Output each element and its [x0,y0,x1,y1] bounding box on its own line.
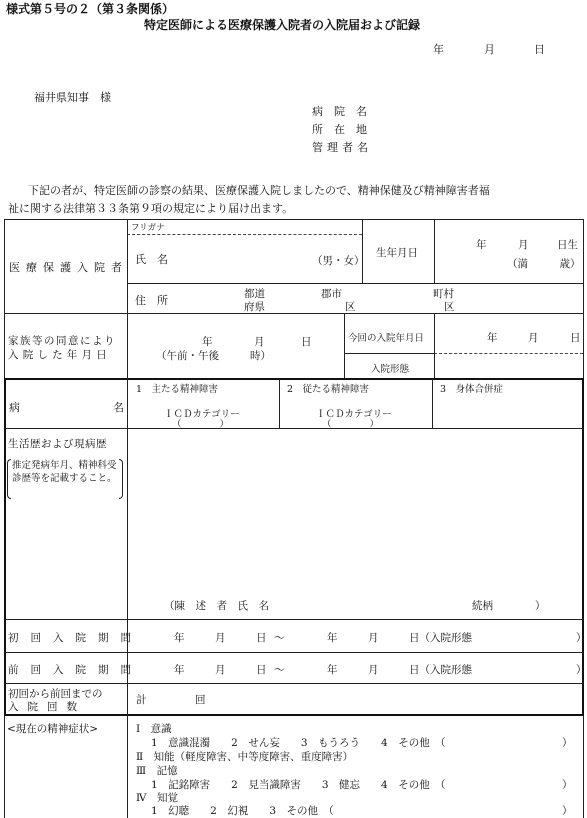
count-label-1: 初回から前回までの [8,688,103,700]
count-label-2: 入院回数 [8,701,86,713]
count-times-label: 回 [195,694,206,706]
consciousness-options[interactable]: 1 意識混濁 2 せん妄 3 もうろう 4 その他 （ [151,737,446,749]
memory-heading: Ⅲ 記憶 [136,765,178,777]
admission-form-label: 入院形態 [371,364,410,375]
intro-line-2: 祉に関する法律第３３条第９項の規定により届け出ます。 [8,202,294,215]
prev-start-month: 月 [215,664,226,676]
secondary-icd-label: ＩＣＤカテゴリー [316,409,392,420]
consent-label-2: 入院した年月日 [8,349,111,361]
first-start-day: 日 [256,632,267,644]
birth-date-label: 生年月日 [376,247,418,259]
memory-options[interactable]: 1 記銘障害 2 見当識障害 3 健忘 4 その他 （ [151,779,446,791]
first-tilde: 〜 [274,632,285,644]
intelligence-heading[interactable]: Ⅱ 知能（軽度障害、中等度障害、重度障害） [136,751,354,763]
consent-day-label: 日 [301,336,312,348]
perception-options[interactable]: 1 幻聴 2 幻視 3 その他 （ [151,805,334,817]
previous-admission-label: 前回入院期間 [8,664,143,676]
prev-start-year: 年 [174,664,185,676]
first-end-month: 月 [368,632,379,644]
consent-hour-label: 時） [250,350,271,362]
primary-disorder-title: 1 主たる精神障害 [136,384,219,395]
primary-icd-field[interactable]: （ ） [172,419,230,430]
history-label: 生活歴および現病歴 [8,438,107,450]
prev-close-paren: ） [576,664,587,676]
city-label-2: 区 [345,301,356,313]
history-note-text: 推定発病年月、精神科受診歴等を記載すること。 [12,460,117,484]
addressee: 福井県知事 様 [34,91,111,104]
name-label: 氏 名 [135,253,168,266]
furigana-label: フリガナ [131,223,165,233]
consent-year-label: 年 [202,336,213,348]
secondary-disorder-title: 2 従たる精神障害 [287,384,370,395]
prefecture-label-1: 都道 [244,288,265,300]
date-year-label: 年 [433,43,444,56]
city-label-1: 郡市 [321,288,342,300]
physical-complication-title: 3 身体合併症 [440,384,504,395]
memory-close: ） [562,779,573,791]
disease-label-a: 病 [9,401,20,414]
patient-label: 医療保護入院者 [9,261,128,274]
perception-heading: Ⅳ 知覚 [136,792,178,804]
current-year-label: 年 [487,332,498,344]
consciousness-heading: Ⅰ 意識 [136,723,172,735]
perception-close: ） [562,805,573,817]
form-number: 様式第５号の２（第３条関係） [6,2,175,16]
current-month-label: 月 [528,332,539,344]
admin-label: 管理者名 [312,141,372,154]
first-form-label: 日（入院形態 [409,632,472,644]
prev-end-year: 年 [327,664,338,676]
first-end-year: 年 [327,632,338,644]
town-label-1: 町村 [433,288,454,300]
birth-day-label: 日生 [557,239,578,251]
first-start-year: 年 [174,632,185,644]
current-admission-label: 今回の入院年月日 [348,333,425,344]
relation-label: 続柄 ） [472,600,546,612]
address-field-label: 住 所 [135,294,168,307]
primary-icd-label: ＩＣＤカテゴリー [164,409,240,420]
prev-start-day: 日 [256,664,267,676]
first-close-paren: ） [576,632,587,644]
current-day-label: 日 [570,332,581,344]
birth-month-label: 月 [518,239,529,251]
address-label: 所 在 地 [312,123,367,136]
birth-year-label: 年 [476,239,487,251]
first-admission-label: 初回入院期間 [8,632,143,644]
prefecture-label-2: 府県 [244,301,265,313]
prev-end-month: 月 [368,664,379,676]
consent-ampm[interactable]: （午前・午後 [156,350,219,362]
gender-select[interactable]: （男・女） [312,255,365,267]
first-start-month: 月 [215,632,226,644]
town-label-2: 区 [444,301,455,313]
prev-form-label: 日（入院形態 [409,664,472,676]
consent-month-label: 月 [254,336,265,348]
hospital-name-label: 病 院 名 [312,105,367,118]
age-label: （満 歳） [507,258,581,270]
consciousness-close: ） [562,737,573,749]
history-note [7,459,123,499]
date-day-label: 日 [534,43,545,56]
narrator-label: （陳 述 者 氏 名 [164,600,269,612]
disease-label-b: 名 [113,401,124,414]
secondary-icd-field[interactable]: （ ） [322,419,380,430]
prev-tilde: 〜 [274,664,285,676]
page-title: 特定医師による医療保護入院者の入院届および記録 [144,18,421,32]
intro-line-1: 下記の者が、特定医師の診察の結果、医療保護入院しましたので、精神保健及び精神障害者福 [28,184,490,197]
symptoms-label: <現在の精神症状> [7,723,99,735]
date-month-label: 月 [484,43,495,56]
count-total-label: 計 [136,694,147,706]
consent-label-1: 家族等の同意により [8,335,116,347]
